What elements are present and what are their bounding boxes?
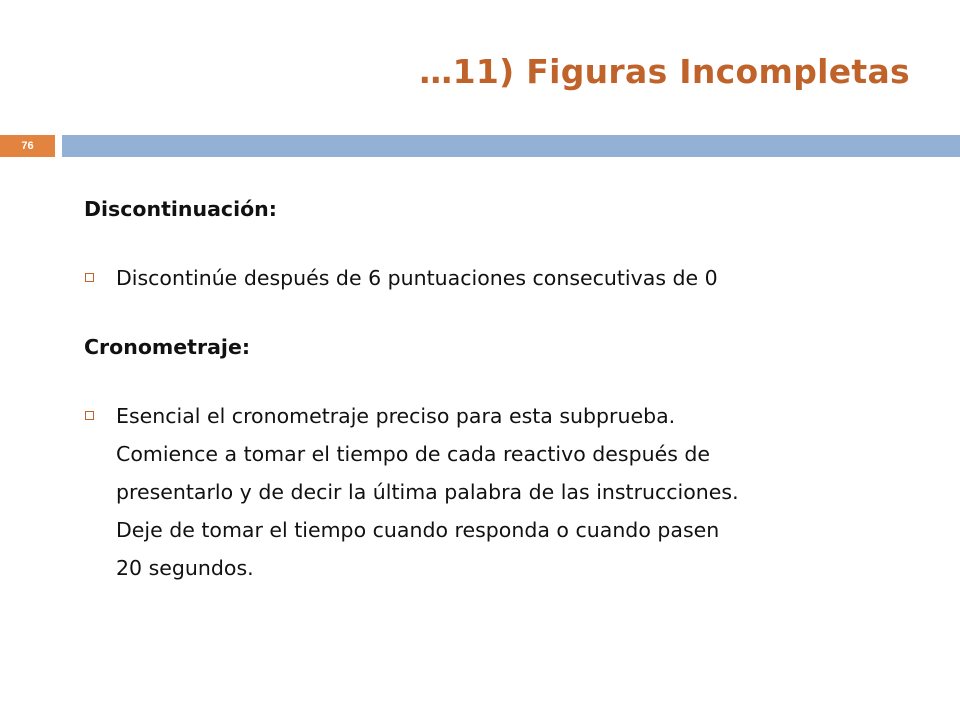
discontinuation-bullet <box>84 259 914 297</box>
spacer <box>84 297 914 328</box>
page-number: 76 <box>0 135 55 157</box>
timing-bullet-line: Deje de tomar el tiempo cuando responda o cuando pasen <box>116 518 720 542</box>
timing-bullet-line: Esencial el cronometraje preciso para esta subprueba. <box>116 404 676 428</box>
header-bar <box>62 135 960 157</box>
discontinuation-bullet-text: Discontinúe después de 6 puntuaciones consecutivas de 0 <box>116 266 718 290</box>
timing-bullet-line: Comience a tomar el tiempo de cada reactivo después de <box>116 442 711 466</box>
timing-heading: Cronometraje: <box>84 335 251 359</box>
slide-title: …11) Figuras Incompletas <box>419 52 910 91</box>
square-bullet-icon <box>85 411 94 420</box>
timing-bullet <box>84 397 914 587</box>
discontinuation-heading: Discontinuación: <box>84 197 277 221</box>
square-bullet-icon <box>85 273 94 282</box>
slide-content <box>84 190 914 587</box>
spacer <box>84 366 914 397</box>
spacer <box>84 228 914 259</box>
timing-bullet-line: 20 segundos. <box>116 556 254 580</box>
timing-bullet-line: presentarlo y de decir la última palabra de las instrucciones. <box>116 480 739 504</box>
